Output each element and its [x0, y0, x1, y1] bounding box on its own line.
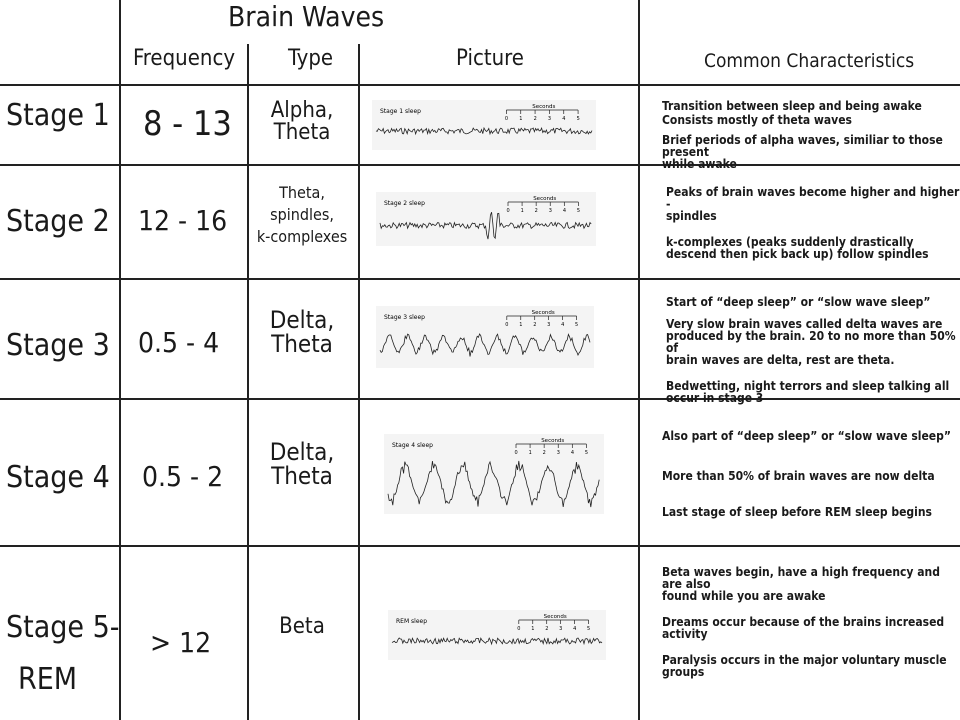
header-frequency: Frequency — [133, 46, 236, 71]
stage-label: Stage 3 — [6, 328, 110, 363]
tick-label: 4 — [570, 450, 575, 456]
wave-type: Theta, spindles, k-complexes — [256, 183, 348, 246]
wave-type: Delta, Theta — [269, 306, 335, 358]
characteristic-item: Transition between sleep and being awake — [662, 99, 922, 113]
tick-label: 5 — [575, 322, 579, 328]
grid-vline-4 — [638, 0, 640, 720]
tick-label: 3 — [548, 208, 552, 214]
eeg-wave-line — [380, 334, 590, 357]
characteristic-item: Also part of “deep sleep” or “slow wave sleep” — [662, 429, 951, 443]
tick-label: 1 — [528, 450, 532, 456]
tick-label: 5 — [576, 208, 581, 214]
stage-label: Stage 4 — [6, 460, 110, 495]
characteristic-item: Peaks of brain waves become higher and higher - spindles — [666, 185, 960, 223]
seconds-label: Seconds — [532, 104, 556, 110]
characteristic-item: Consists mostly of theta waves — [662, 113, 852, 127]
tick-label: 3 — [547, 116, 552, 122]
eeg-svg — [388, 610, 606, 660]
seconds-label: Seconds — [543, 614, 567, 620]
characteristic-item: Beta waves begin, have a high frequency and are also found while you are awake — [662, 565, 940, 603]
characteristic-item: Last stage of sleep before REM sleep begins — [662, 505, 932, 519]
frequency-value: 12 - 16 — [138, 204, 228, 237]
characteristic-item: Dreams occur because of the brains increased activity — [662, 615, 945, 641]
eeg-label: Stage 1 sleep — [380, 108, 421, 115]
eeg-label: Stage 3 sleep — [384, 314, 425, 321]
tick-label: 5 — [587, 626, 591, 632]
eeg-trace-picture — [376, 192, 596, 246]
characteristics-list — [666, 296, 960, 404]
seconds-label: Seconds — [541, 438, 565, 444]
wave-type: Beta — [279, 614, 325, 639]
wave-type: Alpha, Theta — [270, 98, 334, 145]
tick-label: 0 — [514, 450, 518, 456]
tick-label: 2 — [542, 450, 546, 456]
grid-hline-4 — [0, 545, 960, 547]
characteristic-item: More than 50% of brain waves are now delta — [662, 469, 935, 483]
tick-label: 3 — [556, 450, 560, 456]
tick-label: 0 — [517, 626, 521, 632]
grid-vline-3 — [358, 44, 360, 720]
eeg-trace-picture — [388, 610, 606, 660]
wave-type: Delta, Theta — [269, 438, 335, 490]
tick-label: 1 — [531, 626, 535, 632]
tick-label: 0 — [505, 322, 509, 328]
tick-label: 0 — [506, 208, 510, 214]
eeg-label: Stage 2 sleep — [384, 200, 425, 207]
eeg-svg — [376, 306, 594, 368]
header-characteristics: Common Characteristics — [704, 50, 915, 72]
tick-label: 3 — [547, 322, 551, 328]
eeg-trace-picture — [376, 306, 594, 368]
tick-label: 1 — [519, 322, 523, 328]
characteristics-list — [662, 100, 960, 170]
characteristics-list — [662, 430, 951, 518]
frequency-value: 0.5 - 4 — [138, 326, 220, 359]
characteristic-item: Start of “deep sleep” or “slow wave sleep” — [666, 295, 931, 309]
eeg-wave-line — [380, 212, 591, 239]
frequency-value: 8 - 13 — [143, 104, 232, 144]
eeg-label: Stage 4 sleep — [392, 442, 433, 449]
grid-vline-2 — [247, 44, 249, 720]
tick-label: 2 — [533, 116, 537, 122]
tick-label: 4 — [562, 116, 566, 122]
stage-label: Stage 1 — [6, 98, 110, 133]
page-title: Brain Waves — [228, 0, 385, 33]
eeg-trace-picture — [372, 100, 596, 150]
tick-label: 1 — [519, 116, 523, 122]
eeg-wave-line — [388, 461, 599, 507]
grid-hline-2 — [0, 278, 960, 280]
eeg-wave-line — [376, 128, 592, 134]
eeg-svg — [372, 100, 596, 150]
header-type: Type — [288, 46, 334, 71]
eeg-trace-picture — [384, 434, 604, 514]
stage-label: Stage 5- REM — [6, 610, 120, 697]
eeg-label: REM sleep — [396, 618, 428, 625]
grid-hline-header — [0, 84, 960, 86]
eeg-svg — [384, 434, 604, 514]
tick-label: 2 — [534, 208, 538, 214]
characteristic-item: Very slow brain waves called delta waves are produced by the brain. 20 to no more than 50% of brain waves are delta, rest are theta. — [666, 317, 956, 367]
tick-label: 3 — [559, 626, 563, 632]
characteristics-list — [666, 186, 960, 260]
characteristics-list — [662, 566, 960, 678]
tick-label: 1 — [520, 208, 524, 214]
stage-label: Stage 2 — [6, 204, 110, 239]
tick-label: 5 — [584, 450, 589, 456]
seconds-label: Seconds — [533, 196, 557, 202]
eeg-svg — [376, 192, 596, 246]
frequency-value: 0.5 - 2 — [142, 460, 224, 493]
eeg-wave-line — [392, 638, 602, 644]
characteristic-item: k-complexes (peaks suddenly drastically descend then pick back up) follow spindles — [666, 235, 929, 261]
tick-label: 4 — [562, 208, 567, 214]
tick-label: 2 — [533, 322, 537, 328]
tick-label: 4 — [561, 322, 565, 328]
seconds-label: Seconds — [531, 310, 555, 316]
tick-label: 2 — [545, 626, 549, 632]
tick-label: 4 — [573, 626, 577, 632]
characteristic-item: Bedwetting, night terrors and sleep talking all occur in stage 3 — [666, 379, 950, 405]
tick-label: 0 — [504, 116, 509, 122]
characteristic-item: Brief periods of alpha waves, similiar to those present while awake — [662, 133, 943, 171]
frequency-value: > 12 — [150, 626, 212, 659]
header-picture: Picture — [456, 46, 524, 71]
characteristic-item: Paralysis occurs in the major voluntary muscle groups — [662, 653, 947, 679]
tick-label: 5 — [576, 116, 580, 122]
